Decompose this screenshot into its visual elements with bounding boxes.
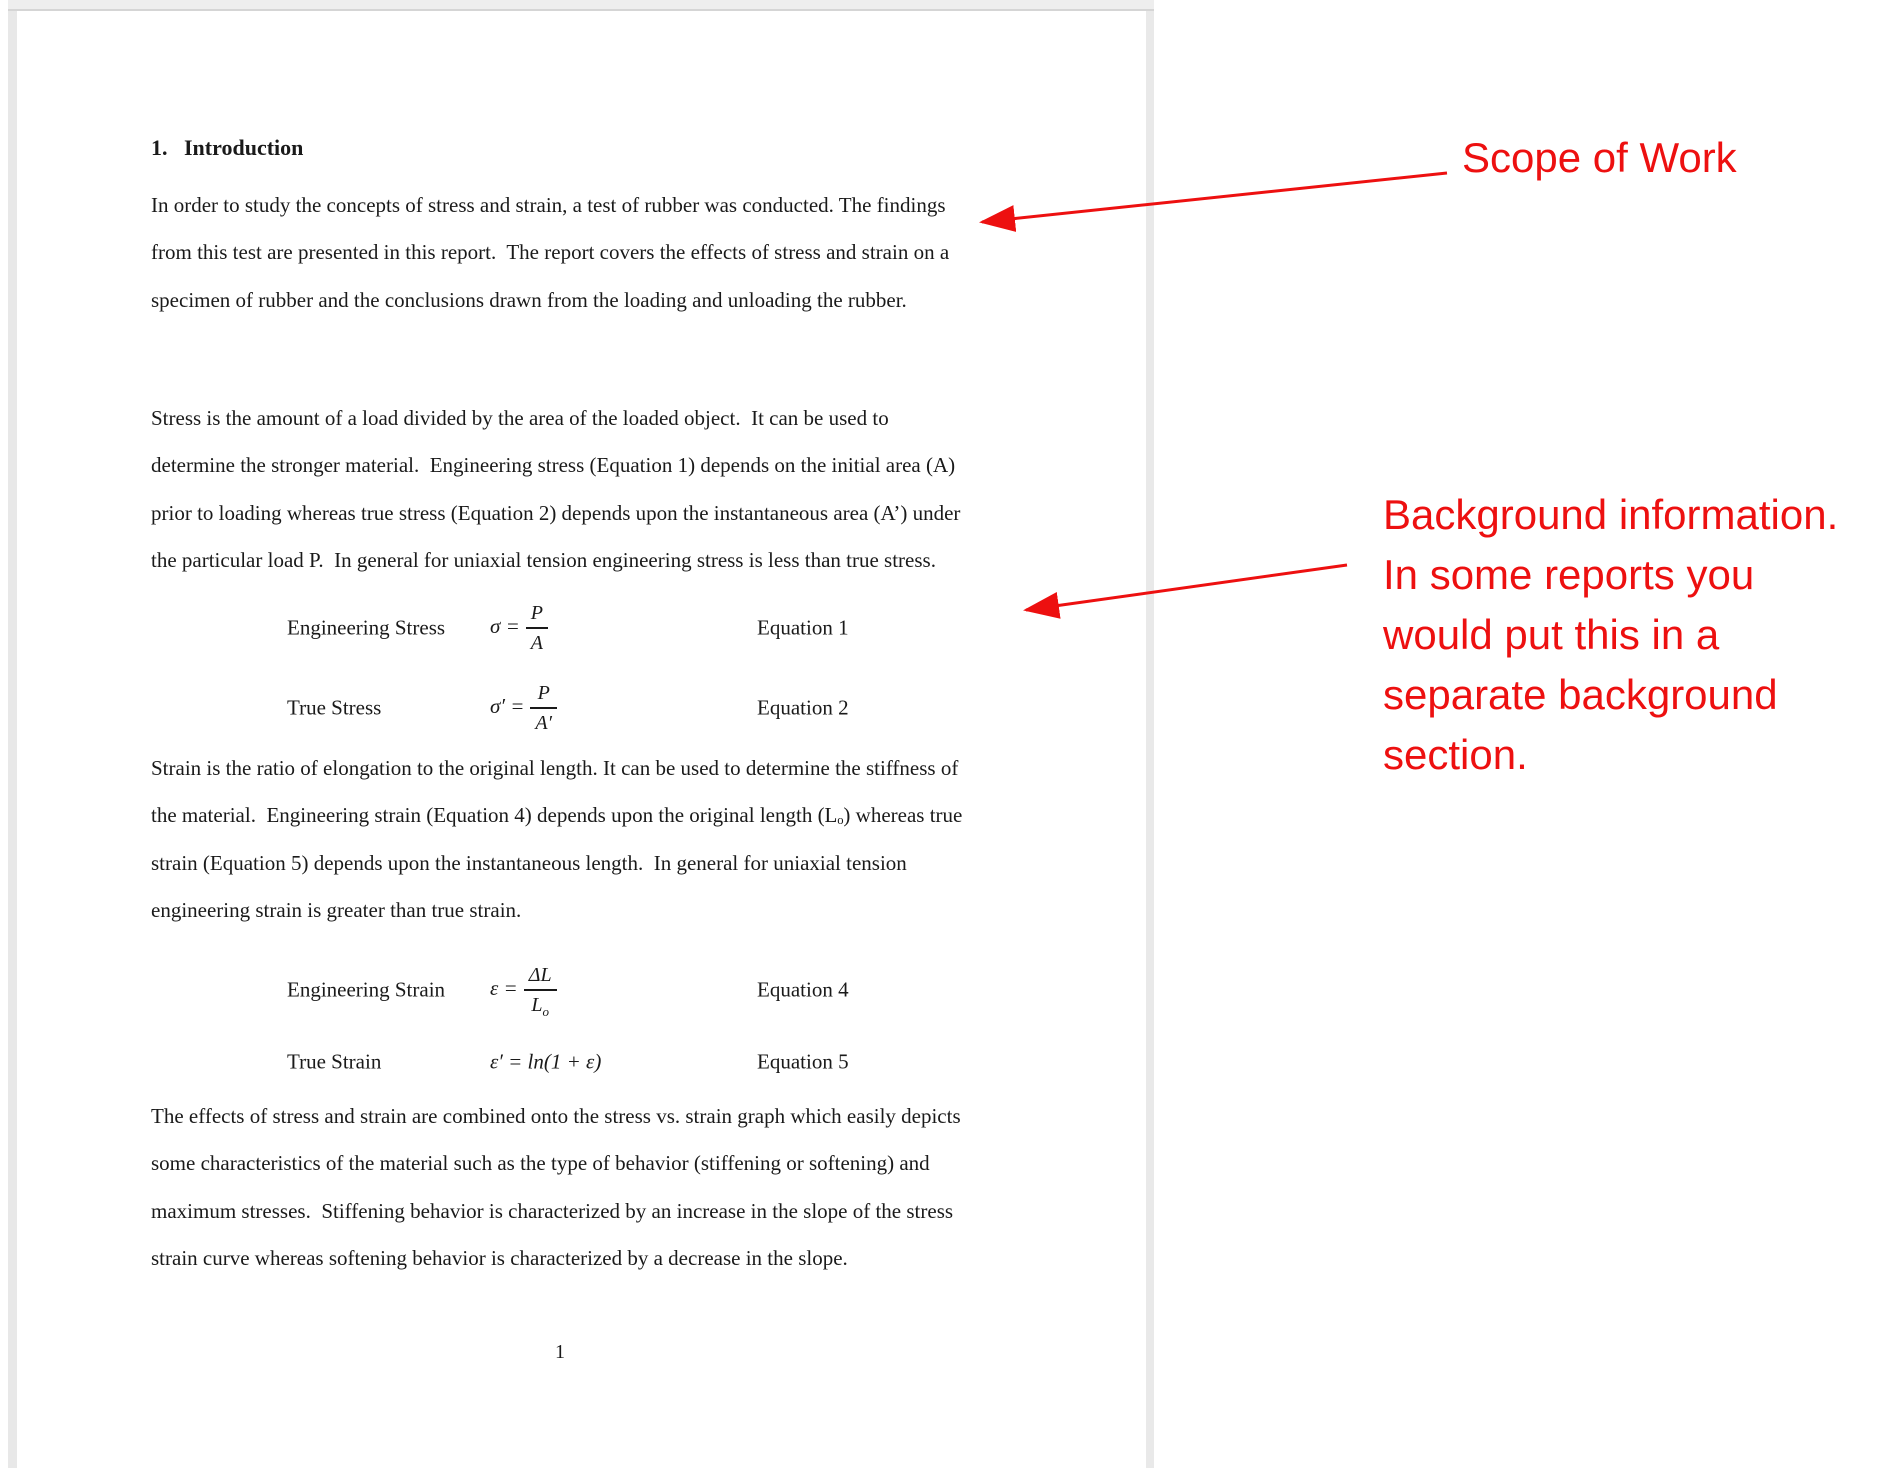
page-right-edge [1146, 11, 1154, 1468]
page-number: 1 [555, 1341, 565, 1363]
equation-number: Equation 1 [757, 615, 849, 640]
scope-arrow [982, 173, 1447, 222]
equation-number: Equation 2 [757, 695, 849, 720]
body-line: The effects of stress and strain are combined onto the stress vs. strain graph which easily depicts [151, 1104, 961, 1128]
body-line: In order to study the concepts of stress and strain, a test of rubber was conducted. The findings [151, 193, 946, 217]
equation-label: Engineering Stress [287, 615, 446, 640]
equation-formula: ε′ = ln(1 + ε) [490, 1049, 602, 1074]
body-line: engineering strain is greater than true strain. [151, 897, 522, 922]
body-line: maximum stresses. Stiffening behavior is characterized by an increase in the slope of the stress [151, 1198, 954, 1223]
equation-row-true-strain [287, 1046, 1047, 1078]
body-line: determine the stronger material. Engineering stress (Equation 1) depends on the initial area (A) [151, 453, 956, 478]
annotation-line: In some reports you [1383, 551, 1755, 598]
equation-formula: ε = $\frac{\Delta L}{L_o}$ [490, 965, 557, 1015]
body-line: the particular load P. In general for uniaxial tension engineering stress is less than true stress. [151, 547, 936, 572]
body-line: some characteristics of the material such as the type of behavior (stiffening or softening) and [151, 1151, 930, 1176]
annotation-background-info [1383, 485, 1838, 785]
annotation-scope-of-work: Scope of Work [1462, 134, 1737, 181]
annotation-line: separate background [1383, 671, 1778, 718]
body-line: Stress is the amount of a load divided by the area of the loaded object. It can be used to [151, 406, 889, 430]
body-line: specimen of rubber and the conclusions drawn from the loading and unloading the rubber. [151, 287, 907, 312]
equation-row-engineering-strain [287, 954, 1047, 1026]
body-line: the material. Engineering strain (Equation 4) depends upon the original length (Lₒ) whereas true [151, 803, 963, 828]
body-line: strain (Equation 5) depends upon the instantaneous length. In general for uniaxial tension [151, 850, 907, 875]
body-line: strain curve whereas softening behavior is characterized by a decrease in the slope. [151, 1245, 848, 1270]
paragraph-stress [151, 395, 960, 584]
body-line: prior to loading whereas true stress (Equation 2) depends upon the instantaneous area (A’) under [151, 500, 961, 525]
paragraph-intro [151, 182, 949, 324]
equation-number: Equation 4 [757, 977, 849, 1002]
equation-formula: σ = $\frac{P}{A}$ [490, 603, 548, 653]
equation-row-true-stress [287, 672, 1047, 744]
background-arrow [1026, 565, 1347, 610]
body-line: from this test are presented in this report. The report covers the effects of stress and strain on a [151, 240, 950, 265]
page-top-edge [8, 0, 1154, 11]
paragraph-strain [151, 745, 962, 934]
equation-label: True Stress [287, 695, 382, 720]
equation-label: True Strain [287, 1049, 382, 1074]
equation-row-engineering-stress [287, 592, 1047, 664]
section-heading: 1. Introduction [151, 135, 304, 160]
equation-number: Equation 5 [757, 1049, 849, 1074]
body-line: Strain is the ratio of elongation to the original length. It can be used to determine the stiffness of [151, 756, 959, 780]
page-left-edge [8, 11, 17, 1468]
annotation-line: Background information. [1383, 491, 1839, 538]
equation-formula: σ′ = $\frac{P}{A'}$ [490, 683, 557, 733]
paragraph-stress-strain-graph [151, 1093, 961, 1282]
equation-label: Engineering Strain [287, 977, 446, 1002]
annotation-line: would put this in a [1383, 611, 1720, 658]
annotation-line: section. [1383, 731, 1528, 778]
